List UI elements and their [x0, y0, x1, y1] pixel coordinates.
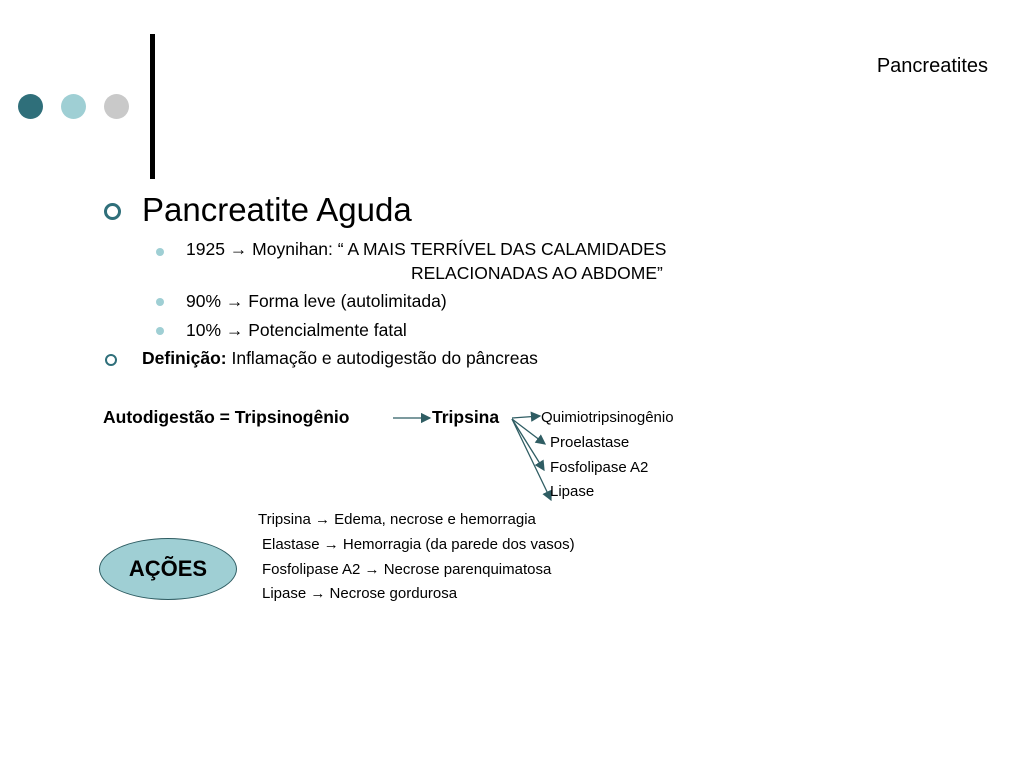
acoes-badge: AÇÕES — [99, 538, 237, 600]
definition-text: Inflamação e autodigestão do pâncreas — [226, 348, 538, 368]
action-lipase: Lipase → Necrose gordurosa — [262, 585, 458, 602]
arrow-to-lipase — [512, 419, 551, 500]
bullet-1925-line2: RELACIONADAS AO ABDOME” — [411, 263, 663, 283]
bullet-90-percent: 90% → Forma leve (autolimitada) — [186, 291, 447, 311]
section-heading: Pancreatite Aguda — [142, 191, 412, 228]
autodigestion-lhs: Autodigestão = Tripsinogênio — [103, 407, 350, 427]
action-fosfolipase: Fosfolipase A2 → Necrose parenquimatosa — [262, 561, 552, 578]
arrow-to-fosfolipase — [512, 419, 544, 470]
target-quimiotripsinogenio: Quimiotripsinogênio — [541, 409, 674, 426]
target-lipase: Lipase — [550, 483, 595, 500]
action-elastase: Elastase → Hemorragia (da parede dos vasos) — [262, 536, 575, 553]
action-tripsina: Tripsina → Edema, necrose e hemorragia — [258, 511, 536, 528]
tripsina-label: Tripsina — [432, 407, 500, 427]
slide-title: Pancreatites — [876, 55, 988, 77]
target-proelastase: Proelastase — [550, 434, 630, 451]
bullet-1925-line1: 1925 → Moynihan: “ A MAIS TERRÍVEL DAS CALAMIDADES — [186, 239, 667, 259]
arrow-to-quimiotripsinogenio — [512, 416, 540, 418]
target-fosfolipase: Fosfolipase A2 — [550, 459, 649, 476]
bullet-10-percent: 10% → Potencialmente fatal — [186, 320, 407, 340]
definition-label: Definição: — [142, 348, 227, 368]
